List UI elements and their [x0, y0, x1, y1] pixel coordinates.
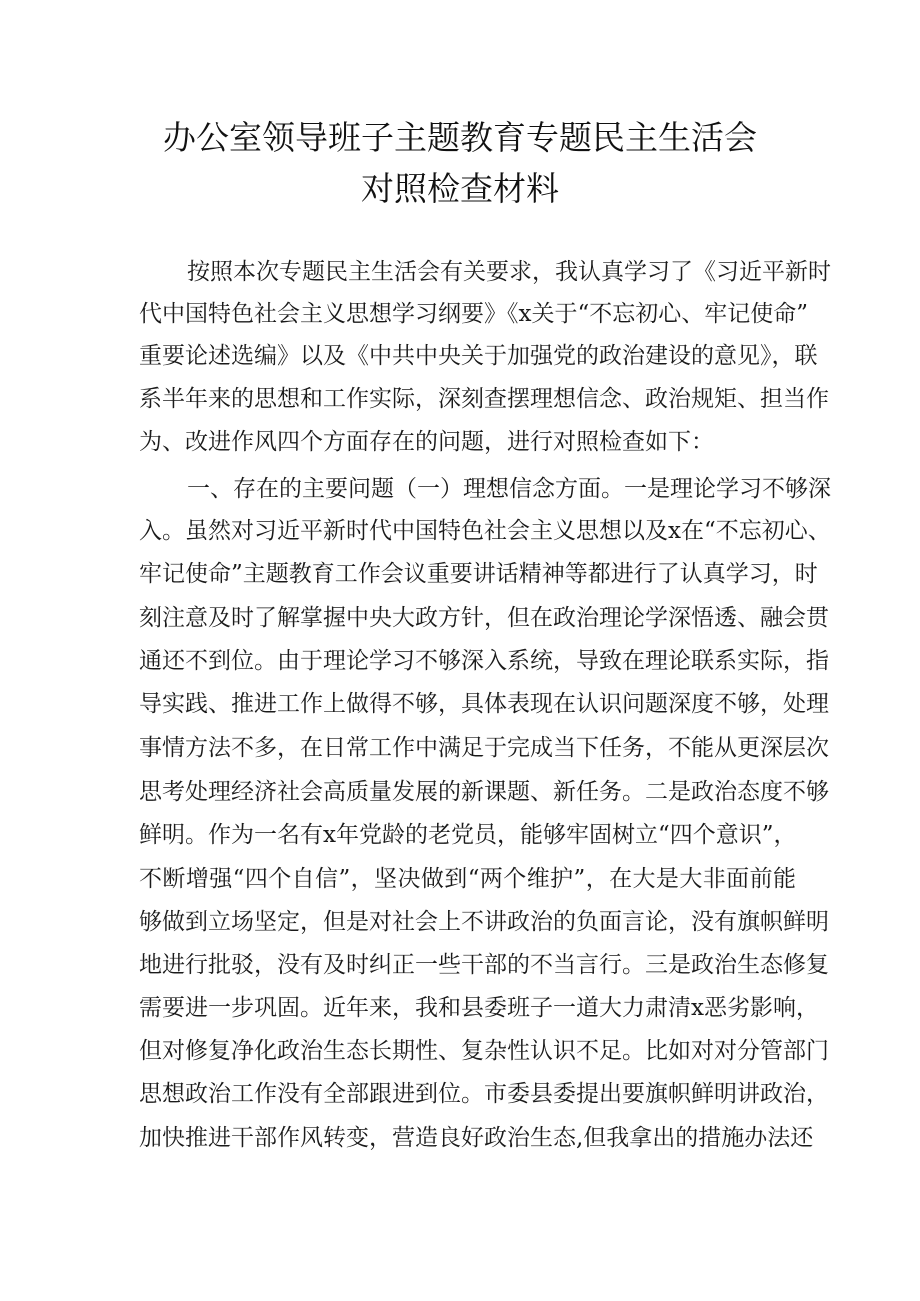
- paragraph-line: 鲜明。作为一名有x年党龄的老党员，能够牢固树立“四个意识”，: [139, 822, 797, 848]
- paragraph-line: 为、改进作风四个方面存在的问题，进行对照检查如下：: [139, 429, 714, 455]
- document-title-line-1: 办公室领导班子主题教育专题民主生活会: [163, 118, 757, 157]
- paragraph-line: 思想政治工作没有全部跟进到位。市委县委提出要旗帜鲜明讲政治，: [139, 1081, 829, 1107]
- paragraph-line: 系半年来的思想和工作实际，深刻查摆理想信念、政治规矩、担当作: [139, 386, 829, 412]
- paragraph-line: 通还不到位。由于理论学习不够深入系统，导致在理论联系实际，指: [139, 648, 829, 674]
- paragraph-line: 重要论述选编》以及《中共中央关于加强党的政治建设的意见》，联: [139, 343, 818, 369]
- paragraph-line: 但对修复净化政治生态长期性、复杂性认识不足。比如对对分管部门: [139, 1038, 829, 1064]
- document-title-line-2: 对照检查材料: [361, 169, 559, 208]
- paragraph-line: 够做到立场坚定，但是对社会上不讲政治的负面言论，没有旗帜鲜明: [139, 909, 829, 935]
- paragraph-line: 按照本次专题民主生活会有关要求，我认真学习了《习近平新时: [187, 259, 831, 285]
- paragraph-line: 事情方法不多，在日常工作中满足于完成当下任务，不能从更深层次: [139, 735, 829, 761]
- paragraph-line: 需要进一步巩固。近年来，我和县委班子一道大力肃清x恶劣影响，: [139, 995, 819, 1021]
- paragraph-line: 刻注意及时了解掌握中央大政方针，但在政治理论学深悟透、融会贯: [139, 605, 829, 631]
- paragraph-line: 一、存在的主要问题（一）理想信念方面。一是理论学习不够深: [187, 476, 831, 502]
- paragraph-line: 代中国特色社会主义思想学习纲要》《x关于“不忘初心、牢记使命”: [139, 301, 808, 327]
- paragraph-line: 牢记使命”主题教育工作会议重要讲话精神等都进行了认真学习，时: [139, 561, 818, 587]
- paragraph-line: 加快推进干部作风转变，营造良好政治生态,但我拿出的措施办法还: [139, 1125, 814, 1151]
- paragraph-line: 地进行批驳，没有及时纠正一些干部的不当言行。三是政治生态修复: [139, 952, 829, 978]
- paragraph-line: 不断增强“四个自信”，坚决做到“两个维护”，在大是大非面前能: [139, 866, 796, 892]
- paragraph-line: 入。虽然对习近平新时代中国特色社会主义思想以及x在“不忘初心、: [139, 518, 831, 544]
- paragraph-line: 导实践、推进工作上做得不够，具体表现在认识问题深度不够，处理: [139, 691, 829, 717]
- paragraph-line: 思考处理经济社会高质量发展的新课题、新任务。二是政治态度不够: [139, 779, 829, 805]
